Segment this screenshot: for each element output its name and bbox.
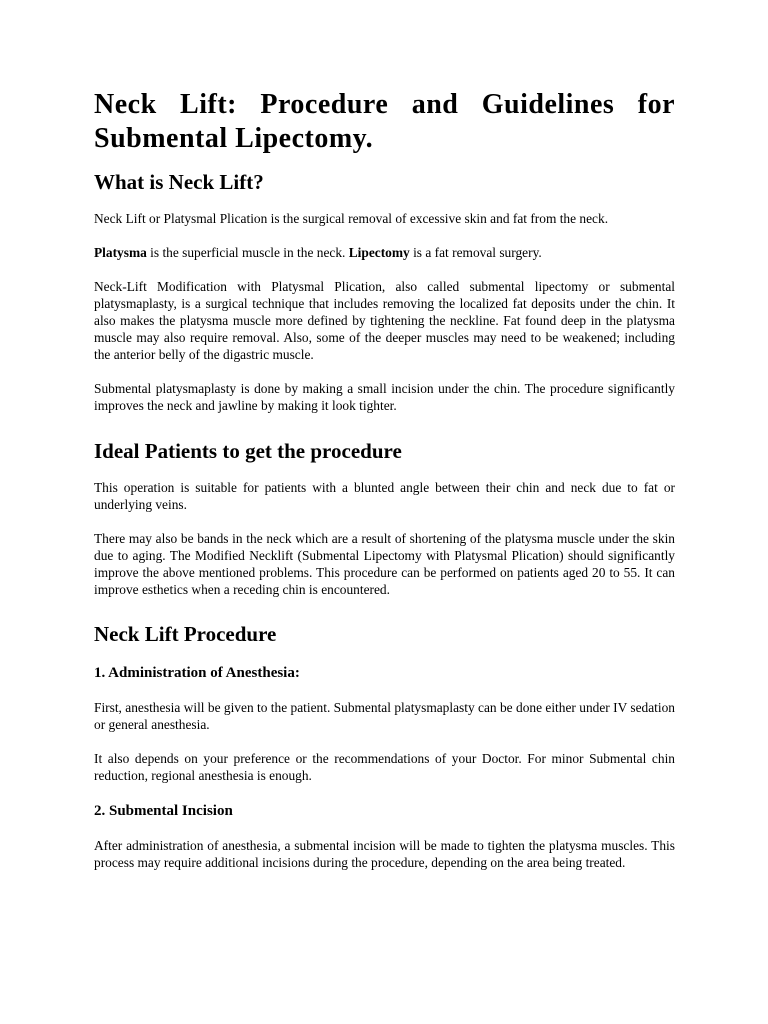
paragraph-anesthesia-given: First, anesthesia will be given to the patient. Submental platysmaplasty can be done either under IV sedation or general anesthesia. — [94, 700, 675, 732]
paragraph-submental-incision: After administration of anesthesia, a submental incision will be made to tighten the platysma muscles. This process may require additional incisions during the procedure, depending on the area being treated. — [94, 838, 675, 870]
term-platysma: Platysma — [94, 245, 147, 260]
paragraph-neck-bands: There may also be bands in the neck which are a result of shortening of the platysma muscle under the skin due to aging. The Modified Necklift (Submental Lipectomy with Platysmal Plication) should significantly improve the above mentioned problems. This procedure can be performed on patients aged 20 to 55. It can improve esthetics when a receding chin is encountered. — [94, 531, 675, 597]
title-line-2: Submental Lipectomy. — [94, 123, 374, 154]
term-platysma-text: is the superficial muscle in the neck. — [146, 245, 349, 260]
paragraph-definition: Neck Lift or Platysmal Plication is the surgical removal of excessive skin and fat from the neck. — [94, 211, 609, 226]
paragraph-incision-summary: Submental platysmaplasty is done by making a small incision under the chin. The procedure significantly improves the neck and jawline by making it look tighter. — [94, 381, 675, 413]
title-line-1: Neck Lift: Procedure and Guidelines for — [94, 89, 675, 120]
paragraph-anesthesia-preference: It also depends on your preference or the recommendations of your Doctor. For minor Submental chin reduction, regional anesthesia is enough. — [94, 751, 675, 783]
heading-step-anesthesia: 1. Administration of Anesthesia: — [94, 665, 300, 681]
heading-step-submental-incision: 2. Submental Incision — [94, 803, 233, 819]
paragraph-modification: Neck-Lift Modification with Platysmal Plication, also called submental lipectomy or submental platysmaplasty, is a surgical technique that includes removing the localized fat deposits under the chin. It also makes the platysma muscle more defined by tightening the neckline. Fat found deep in the platysma muscle may also require removal. Also, some of the deeper muscles may need to be weakened; including the anterior belly of the digastric muscle. — [94, 279, 675, 362]
paragraph-suitable-patients: This operation is suitable for patients with a blunted angle between their chin and neck due to fat or underlying veins. — [94, 480, 675, 512]
heading-what-is-neck-lift: What is Neck Lift? — [94, 170, 264, 194]
page-title — [94, 88, 675, 156]
heading-neck-lift-procedure: Neck Lift Procedure — [94, 622, 277, 646]
term-lipectomy: Lipectomy — [348, 245, 410, 260]
document-page — [94, 0, 675, 871]
paragraph-terms — [94, 244, 675, 261]
heading-ideal-patients: Ideal Patients to get the procedure — [94, 439, 402, 463]
term-lipectomy-text: is a fat removal surgery. — [409, 245, 542, 260]
